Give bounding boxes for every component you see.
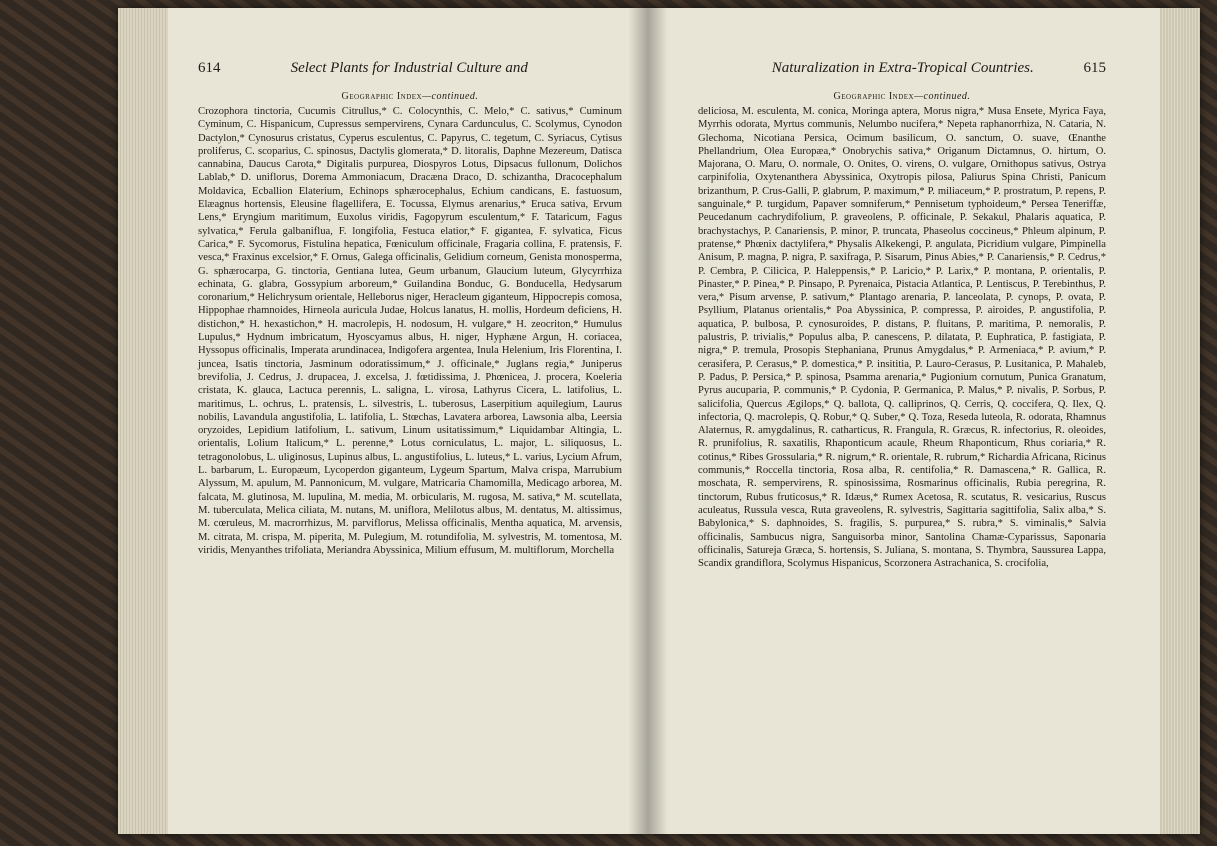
right-section-title: Geographic Index — [833, 91, 915, 102]
left-section-title: Geographic Index — [341, 91, 423, 102]
right-section-suffix: —continued. — [914, 91, 971, 102]
left-page-edges — [118, 8, 168, 834]
right-running-head — [698, 60, 1106, 77]
left-page-number: 614 — [198, 60, 221, 76]
left-section-heading — [198, 91, 622, 102]
right-running-title: Naturalization in Extra-Tropical Countries. — [771, 60, 1034, 76]
right-page — [698, 60, 1106, 570]
left-section-suffix: —continued. — [422, 91, 479, 102]
right-page-body: deliciosa, M. esculenta, M. conica, Moringa aptera, Morus nigra,* Musa Ensete, Myrica Faya, Myrrhis odorata, Myrtus communis, Nelumbo nucifera,* Nepeta raphanorrhiza, N. Cataria, N. Glechoma, Nicotiana Persica, Ocimum basilicum, O. sanctum, O. suave, Œnanthe Phellandrium, Olea Europæa,* Onobrychis sativa,* Origanum Dictamnus, O. hirtum, O. Majorana, O. Maru, O. normale, O. Onites, O. virens, O. vulgare, Ornithopus sativus, Ostrya carpinifolia, Oxytenanthera Abyssinica, Oxytropis pilosa, Paliurus Spina Christi, Panicum brizanthum, P. Crus-Galli, P. glabrum, P. maximum,* P. miliaceum,* P. prostratum, P. repens, P. sanguinale,* P. turgidum, Papaver somniferum,* Pennisetum typhoideum,* Persea Teneriffæ, Peucedanum cachrydifolium, P. graveolens, P. officinale, P. Sekakul, Phalaris aquatica, P. brachystachys, P. Canariensis, P. minor, P. truncata, Phaseolus coccineus,* Phleum alpinum, P. pratense,* Phœnix dactylifera,* Physalis Alkekengi, P. angulata, Picridium vulgare, Pimpinella Anisum, P. magna, P. nigra, P. saxifraga, P. Sisarum, Pinus Abies,* P. Canariensis,* P. Cedrus,* P. Cembra, P. Cilicica, P. Haleppensis,* P. Laricio,* P. Larix,* P. montana, P. orientalis, P. Pinaster,* P. Pinea,* P. Pinsapo, P. Pyrenaica, Pistacia Atlantica, P. Lentiscus, P. Terebinthus, P. vera,* Pisum arvense, P. sativum,* Plantago arenaria, P. lanceolata, P. cynops, P. ovata, P. Psyllium, Platanus orientalis,* Poa Abyssinica, P. compressa, P. airoides, P. angustifolia, P. aquatica, P. bulbosa, P. cynosuroides, P. distans, P. fluitans, P. maritima, P. nemoralis, P. palustris, P. trivialis,* Populus alba, P. canescens, P. dilatata, P. Euphratica, P. fastigiata, P. nigra,* P. tremula, Prosopis Stephaniana, Prunus Amygdalus,* P. Armeniaca,* P. avium,* P. cerasifera, P. Cerasus,* P. domestica,* P. insititia, P. Lauro-Cerasus, P. Lusitanica, P. Mahaleb, P. Padus, P. Persica,* P. spinosa, Psamma arenaria,* Pugionium cornutum, Punica Granatum, Pyrus aucuparia, P. communis,* P. Cydonia, P. Germanica, P. Malus,* P. nivalis, P. Sorbus, P. salicifolia, Quercus Ægilops,* Q. ballota, Q. calliprinos, Q. Cerris, Q. coccifera, Q. Ilex, Q. infectoria, Q. macrolepis, Q. Robur,* Q. Suber,* Q. Toza, Reseda luteola, R. odorata, Rhamnus Alaternus, R. amygdalinus, R. catharticus, R. Frangula, R. Græcus, R. infectorius, R. oleoides, R. prunifolius, R. saxatilis, Rhaponticum acaule, Rheum Rhaponticum, Rhus coriaria,* R. cotinus,* Ribes Grossularia,* R. nigrum,* R. orientale, R. rubrum,* Richardia Africana, Ricinus communis,* Roccella tinctoria, Rosa alba, R. centifolia,* R. Damascena,* R. Gallica, R. moschata, R. sempervirens, R. spinosissima, Rosmarinus officinalis, Rubia peregrina, R. tinctorum, Rubus fruticosus,* R. Idæus,* Rumex Acetosa, R. scutatus, R. vesicarius, Ruscus aculeatus, Russula vesca, Ruta graveolens, R. sylvestris, Sagittaria sagittifolia, Salix alba,* S. Babylonica,* S. daphnoides, S. fragilis, S. purpurea,* S. rubra,* S. viminalis,* Salvia officinalis, Sambucus nigra, Sanguisorba minor, Santolina Chamæ-Cyparissus, Saponaria officinalis, Satureja Græca, S. hortensis, S. Juliana, S. montana, S. Thymbra, Saussurea Lappa, Scandix grandiflora, Scolymus Hispanicus, Scorzonera Astrachanica, S. crocifolia, — [698, 106, 1106, 570]
right-page-edges — [1160, 8, 1200, 834]
left-page-body: Crozophora tinctoria, Cucumis Citrullus,* C. Colocynthis, C. Melo,* C. sativus,* Cuminum Cyminum, C. Hispanicum, Cupressus sempervirens, Cynara Cardunculus, C. Scolymus, Cynodon Dactylon,* Cynosurus cristatus, Cyperus esculentus, C. Papyrus, C. tegetum, C. Syriacus, Cytisus proliferus, C. scoparius, C. spinosus, Dactylis glomerata,* D. litoralis, Daphne Mezereum, Datisca cannabina, Daucus Carota,* Digitalis purpurea, Diospyros Lotus, Dipsacus fullonum, Dolichos Lablab,* D. uniflorus, Dorema Ammoniacum, Dracæna Draco, D. schizantha, Dracocephalum Moldavica, Ecballion Elaterium, Echinops sphærocephalus, Echium candicans, E. fastuosum, Elæagnus hortensis, Eleusine flagellifera, E. Tocussa, Elymus arenarius,* Eruca sativa, Ervum Lens,* Eryngium maritimum, Euxolus viridis, Fagopyrum esculentum,* F. Tataricum, Fagus sylvatica,* Ferula galbaniflua, F. longifolia, Festuca elatior,* F. gigantea, F. sylvatica, Ficus Carica,* F. Sycomorus, Fistulina hepatica, Fœniculum officinale, Fragaria collina, F. pratensis, F. vesca,* Fraxinus excelsior,* F. Ornus, Galega officinalis, Gelidium corneum, Genista monosperma, G. sphærocarpa, G. tinctoria, Gentiana lutea, Geum urbanum, Glaucium luteum, Glycyrrhiza echinata, G. glabra, Gossypium arboreum,* Guilandina Bonduc, G. Bonducella, Hedysarum coronarium,* Helichrysum orientale, Helleborus niger, Heracleum giganteum, Hippocrepis comosa, Hippophae rhamnoides, Hirneola auricula Judae, Holcus lanatus, H. mollis, Hordeum deficiens, H. distichon,* H. hexastichon,* H. macrolepis, H. nodosum, H. vulgare,* H. zeocriton,* Humulus Lupulus,* Hydnum imbricatum, Hyoscyamus albus, H. niger, Hyphæne Argun, H. coriacea, Hyssopus officinalis, Imperata arundinacea, Indigofera argentea, Inula Helenium, Iris Florentina, I. juncea, Isatis tinctoria, Jasminum odoratissimum,* J. officinale,* Juglans regia,* Juniperus brevifolia, J. Cedrus, J. drupacea, J. excelsa, J. fœtidissima, J. Phœnicea, J. procera, Koeleria cristata, K. glauca, Lactuca perennis, L. saligna, L. virosa, Lathyrus Cicera, L. latifolius, L. maritimus, L. ochrus, L. pratensis, L. silvestris, L. tuberosus, Laserpitium aquilegium, Laurus nobilis, Lavandula angustifolia, L. latifolia, L. Stœchas, Lavatera arborea, Lawsonia alba, Leersia oryzoides, Lepidium latifolium, L. sativum, Linum usitatissimum,* Liquidambar Altingia, L. orientalis, Lolium Italicum,* L. perenne,* Lotus corniculatus, L. major, L. siliquosus, L. tetragonolobus, L. uliginosus, Lupinus albus, L. angustifolius, L. luteus,* L. varius, Lycium Afrum, L. barbarum, L. Europæum, Lycoperdon giganteum, Lygeum Spartum, Malva crispa, Marrubium Alyssum, M. apulum, M. Pannonicum, M. vulgare, Matricaria Chamomilla, Medicago arborea, M. falcata, M. glutinosa, M. lupulina, M. media, M. orbicularis, M. rugosa, M. sativa,* M. scutellata, M. tuberculata, Melica ciliata, M. nutans, M. uniflora, Melilotus albus, M. dentatus, M. altissimus, M. cœruleus, M. macrorrhizus, M. parviflorus, Melissa officinalis, Mentha aquatica, M. arvensis, M. citrata, M. crispa, M. piperita, M. Pulegium, M. rotundifolia, M. sylvestris, M. tomentosa, M. viridis, Menyanthes trifoliata, Meriandra Abyssinica, Milium effusum, M. multiflorum, Morchella — [198, 106, 622, 556]
left-page — [198, 60, 622, 557]
book-gutter — [628, 8, 668, 834]
right-page-number: 615 — [1083, 60, 1106, 76]
left-running-head — [198, 60, 622, 77]
right-section-heading — [698, 91, 1106, 102]
left-running-title: Select Plants for Industrial Culture and — [290, 60, 528, 76]
